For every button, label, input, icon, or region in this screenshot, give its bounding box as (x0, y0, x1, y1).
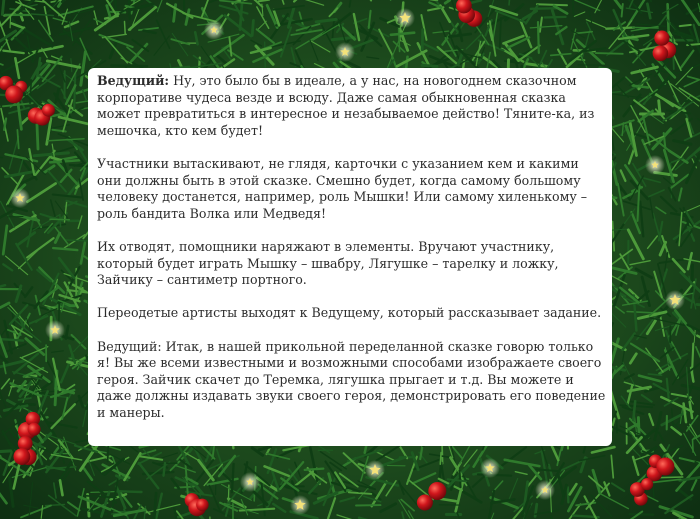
pine-needle (422, 65, 437, 66)
paragraph-text: Ну, это было бы в идеале, а у нас, на новогоднем сказочном корпоративе чудеса везде и всюду. Даже самая обыкновенная сказка может превратиться в интересное и незабываемое действо! Тяните-ка, из мешочка, кто кем будет! (97, 73, 595, 138)
pine-needle (305, 469, 324, 470)
pine-needle (50, 219, 69, 220)
pine-needle (117, 491, 142, 492)
pine-needle (422, 30, 423, 50)
pine-needle (111, 65, 147, 66)
holly-berry (656, 458, 674, 476)
pine-needle (460, 470, 461, 487)
holly-berry (653, 46, 669, 62)
pine-needle (568, 487, 569, 502)
pine-needle (440, 453, 441, 465)
pine-needle (129, 0, 130, 19)
pine-needle (693, 440, 694, 453)
pine-needle (545, 17, 566, 18)
pine-needle (573, 0, 574, 16)
pine-needle (2, 0, 4, 15)
pine-needle (622, 4, 623, 17)
pine-needle (74, 74, 75, 109)
speaker-label: Ведущий: (97, 73, 170, 88)
pine-needle (66, 240, 88, 241)
pine-needle (692, 265, 693, 291)
paragraph-host-task: Ведущий: Итак, в нашей прикольной переделанной сказке говорю только я! Вы же всеми известными и возможными способами изображаете своего героя. Зайчик скачет до Теремка, лягушка прыгает и т.д. Вы можете и даже должны издавать звуки своего героя, демонстрировать его поведение и манеры. (97, 338, 606, 420)
pine-needle (596, 53, 623, 54)
pine-needle (164, 463, 166, 476)
paragraph-cards: Участники вытаскивают, не глядя, карточки с указанием кем и какими они должны быть в этой сказке. Смешно будет, когда самому большому человеку достанется, например, роль Мышки! Или самому хиленькому – роль бандита Волка или Медведя! (97, 155, 588, 221)
holly-berry (14, 448, 31, 465)
story-text (97, 73, 607, 421)
holly-berry (654, 30, 669, 45)
pine-needle (252, 20, 253, 35)
holly-berry (428, 482, 446, 500)
pine-needle (538, 22, 539, 53)
pine-needle (88, 494, 89, 516)
pine-needle (442, 446, 443, 463)
holly-berry (641, 478, 653, 490)
pine-needle (216, 479, 217, 494)
pine-needle (630, 514, 654, 515)
paragraph-host-intro (97, 73, 607, 139)
pine-needle (60, 215, 61, 226)
pine-needle (537, 4, 567, 5)
holly-berry (417, 495, 433, 511)
pine-needle (158, 463, 177, 464)
paragraph-actors: Переодетые артисты выходят к Ведущему, который рассказывает задание. (97, 305, 602, 321)
pine-needle (680, 25, 691, 26)
pine-needle (232, 464, 234, 492)
pine-needle (659, 101, 660, 114)
paragraph-costumes: Их отводят, помощники наряжают в элементы. Вручают участнику, который будет играть Мышку – швабру, Лягушке – тарелку и ложку, Зайчику – сантиметр портного. (97, 238, 559, 288)
holly-berry (28, 423, 41, 436)
holly-berry (196, 499, 209, 512)
holly-berry (42, 104, 55, 117)
pine-needle (658, 477, 683, 478)
pine-needle (125, 22, 126, 34)
holly-berry (5, 86, 23, 104)
